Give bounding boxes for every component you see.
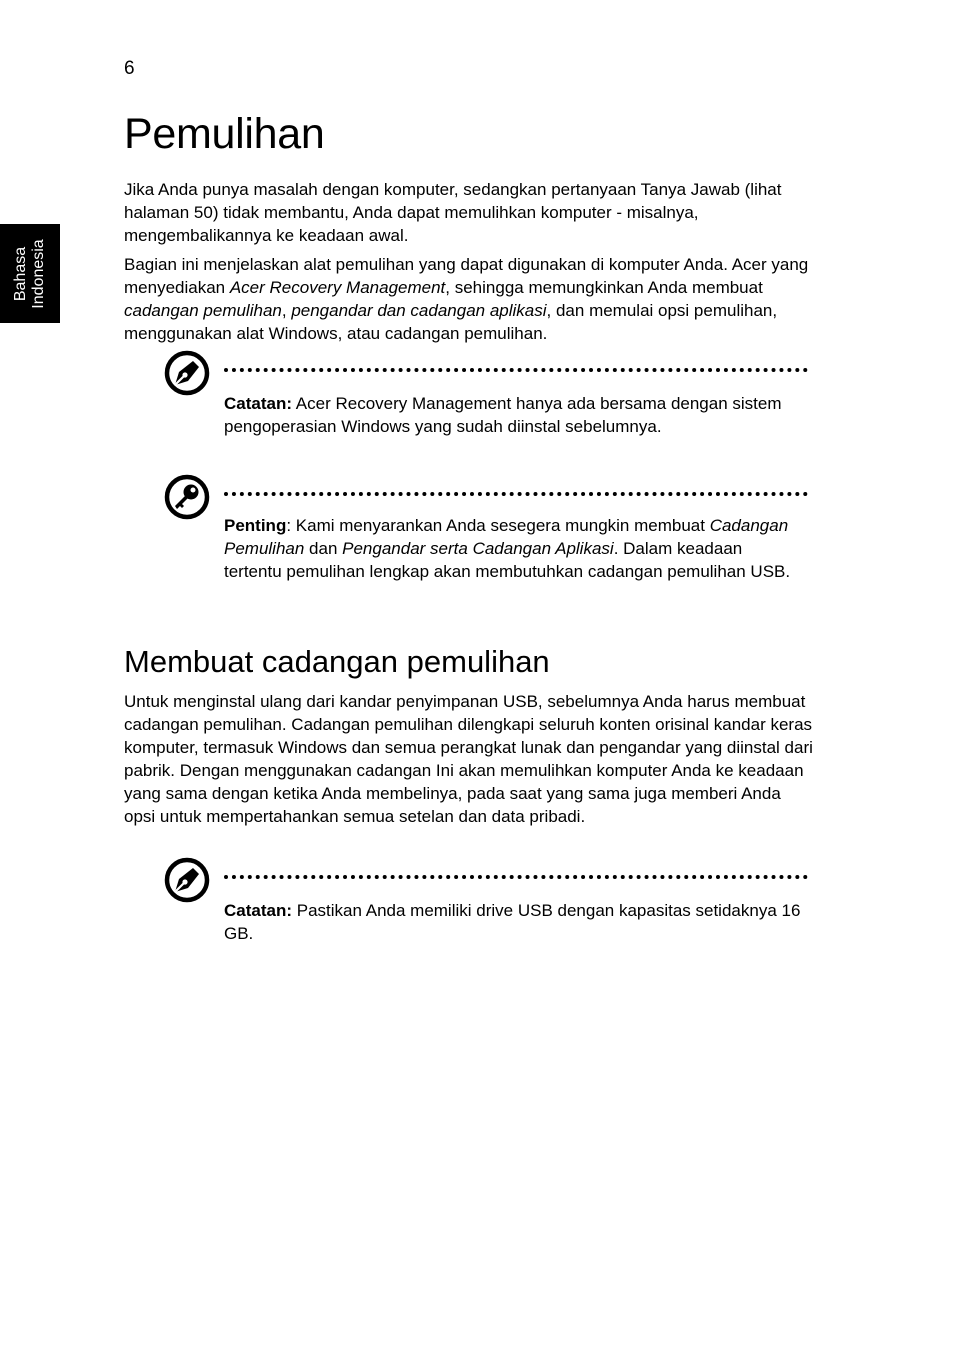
note-pen-icon — [164, 350, 210, 396]
important-body: dan — [304, 539, 343, 558]
intro-p2-text: , sehingga memungkinkan Anda membuat — [445, 278, 763, 297]
language-tab-line2: Indonesia — [30, 239, 47, 309]
note-1-text — [224, 392, 804, 438]
page-title: Pemulihan — [124, 110, 325, 158]
important-label: Penting — [224, 516, 287, 535]
important-divider — [224, 492, 808, 496]
intro-paragraph-2 — [124, 253, 814, 345]
language-tab-label — [12, 239, 48, 308]
important-body: : Kami menyarankan Anda sesegera mungkin membuat — [286, 516, 710, 535]
important-term: Pengandar serta Cadangan Aplikasi — [342, 539, 614, 558]
note-1-label: Catatan: — [224, 394, 293, 413]
note-divider — [224, 875, 808, 879]
intro-p2-text: , dan memulai opsi pemulihan, menggunakan alat Windows, atau cadangan pemulihan. — [124, 301, 778, 343]
section-heading: Membuat cadangan pemulihan — [124, 644, 550, 679]
note-2-text — [224, 899, 804, 945]
page-number: 6 — [124, 58, 135, 79]
intro-p2-text: Bagian ini menjelaskan alat pemulihan yang dapat digunakan di komputer Anda. Acer yang menyediakan — [124, 255, 809, 297]
section-paragraph: Untuk menginstal ulang dari kandar penyimpanan USB, sebelumnya Anda harus membuat cadangan pemulihan. Cadangan pemulihan dilengkapi seluruh konten orisinal kandar keras komputer, termasuk Windows dan semua perangkat lunak dan pengandar yang diinstal dari pabrik. Dengan menggunakan cadangan Ini akan memulihkan komputer Anda ke keadaan yang sama dengan ketika Anda membelinya, pada saat yang sama juga memberi Anda opsi untuk mempertahankan semua setelan dan data pribadi. — [124, 692, 813, 826]
language-tab — [0, 224, 60, 323]
intro-p2-term: pengandar dan cadangan aplikasi — [291, 301, 547, 320]
note-1-body: Acer Recovery Management hanya ada bersama dengan sistem pengoperasian Windows yang sudah diinstal sebelumnya. — [224, 394, 782, 436]
intro-p2-product: Acer Recovery Management — [229, 278, 446, 297]
important-term: Cadangan Pemulihan — [224, 516, 789, 558]
note-2-body: Pastikan Anda memiliki drive USB dengan kapasitas setidaknya 16 GB. — [224, 901, 801, 943]
note-pen-icon — [164, 857, 210, 903]
important-text — [224, 514, 804, 583]
key-icon — [164, 474, 210, 520]
important-body: . Dalam keadaan tertentu pemulihan lengkap akan membutuhkan cadangan pemulihan USB. — [224, 539, 791, 581]
intro-paragraph-1: Jika Anda punya masalah dengan komputer, sedangkan pertanyaan Tanya Jawab (lihat halaman 50) tidak membantu, Anda dapat memulihkan komputer - misalnya, mengembalikannya ke keadaan awal. — [124, 180, 782, 245]
intro-p2-text: , — [281, 301, 292, 320]
intro-p2-term: cadangan pemulihan — [124, 301, 282, 320]
language-tab-line1: Bahasa — [12, 246, 29, 302]
note-2-label: Catatan: — [224, 901, 293, 920]
note-divider — [224, 368, 808, 372]
